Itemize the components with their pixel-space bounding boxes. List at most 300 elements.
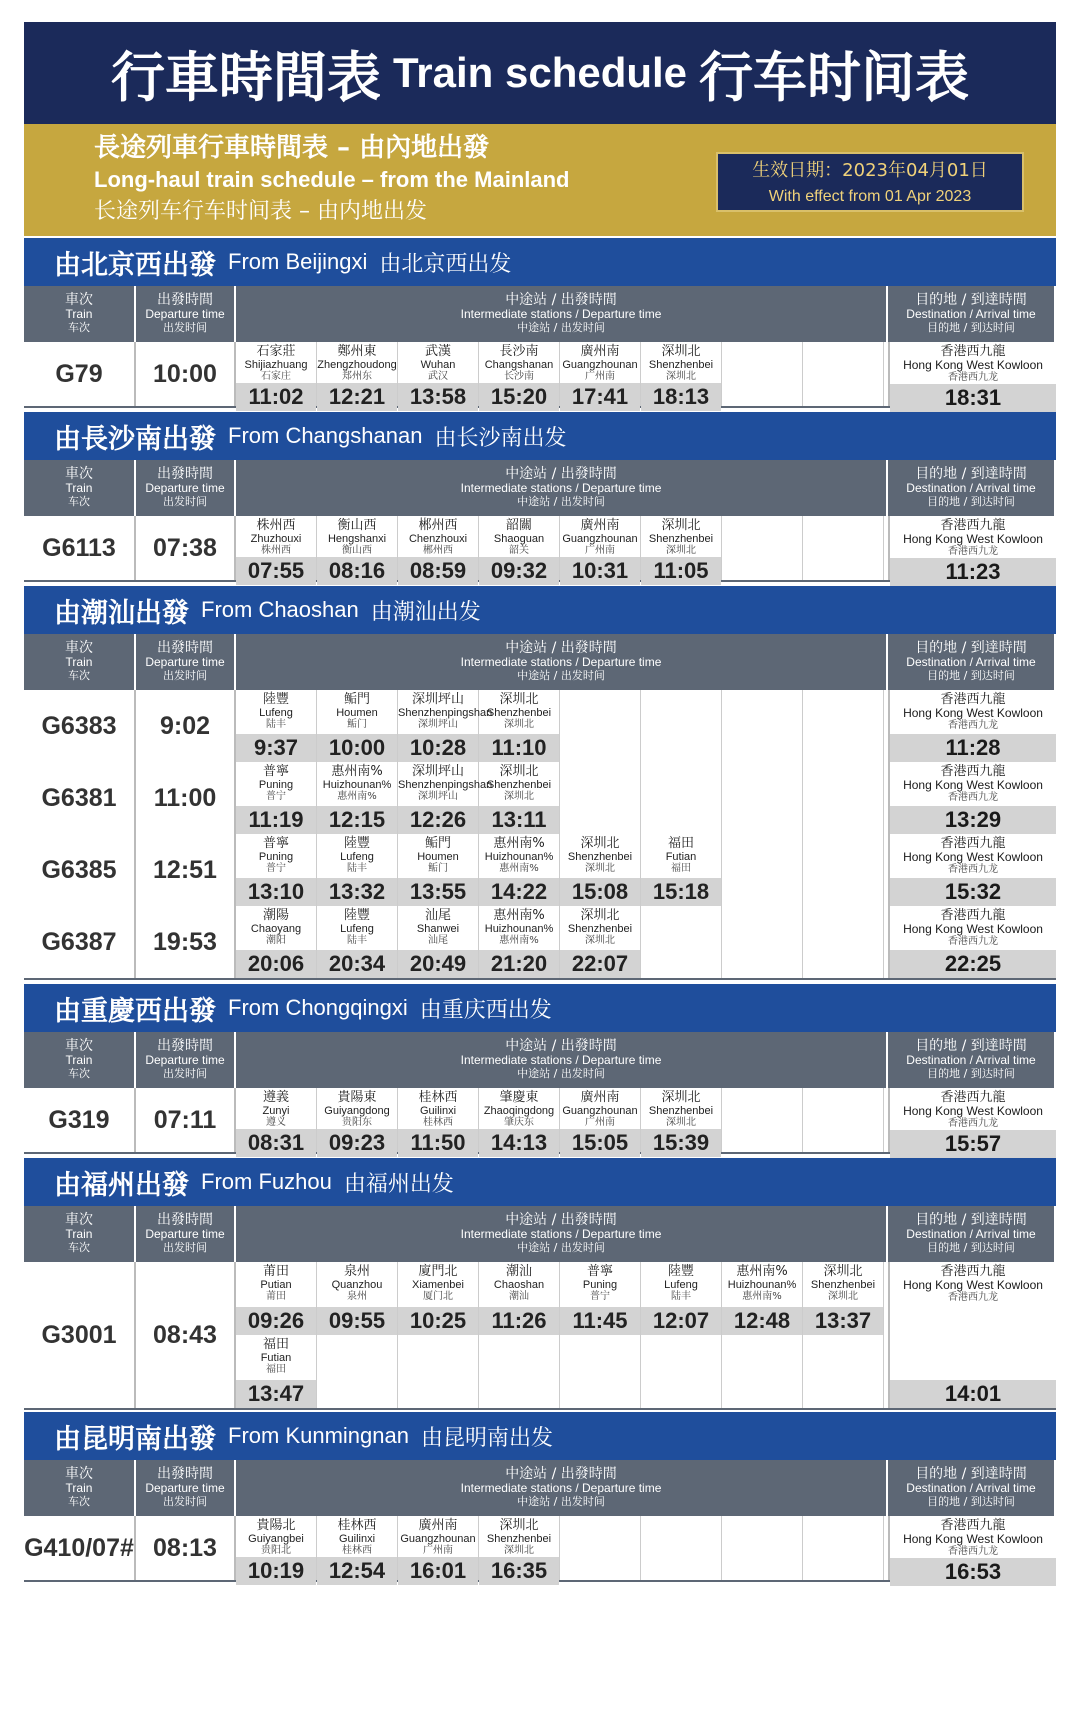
stop-cell [317,762,398,834]
stop-name-en: Chaoyang [250,923,302,935]
header-train-cell [24,634,136,690]
stop-time: 10:31 [560,557,640,585]
section-origin-sc: 由长沙南出发 [434,425,567,451]
table-header [24,460,1056,516]
header-train-cell [24,286,136,342]
stop-name-sc: 郴州西 [423,545,453,556]
stop-cell [236,834,317,906]
stop-cell [317,516,398,583]
empty-stop-cell [803,516,884,580]
subtitle-banner [24,124,1056,236]
header-train-tc: 車次 [65,292,93,308]
header-intermediate-sc: 中途站 / 出发时间 [517,321,605,334]
stop-name-tc: 陸豐 [262,692,289,707]
table-header [24,1206,1056,1262]
stop-name-en: Putian [260,1279,292,1291]
header-departure-sc: 出发时间 [163,321,207,334]
empty-stop-cell [722,1335,803,1408]
stop-time: 12:15 [317,806,397,834]
header-departure-cell [136,1206,236,1262]
stop-name-tc: 貴陽北 [256,1518,296,1533]
train-number: G3001 [24,1262,136,1408]
header-intermediate-cell [236,1032,888,1088]
stop-name-sc: 陆丰 [347,935,367,946]
stop-name-tc: 陸豐 [343,836,370,851]
header-destination-sc: 目的地 / 到达时间 [927,669,1015,682]
header-train-en: Train [65,1227,93,1241]
stop-time: 11:50 [398,1129,478,1157]
intermediate-stops [236,906,888,978]
stop-name-tc: 深圳北 [499,1518,539,1533]
section-origin-en: From Fuzhou [201,1169,332,1194]
header-departure-cell [136,1032,236,1088]
title-tc: 行車時間表 [110,45,381,109]
empty-stop-cell [722,516,803,580]
stop-name-sc: 深圳北 [828,1291,858,1302]
table-header [24,1460,1056,1516]
stop-name-tc: 潮汕 [505,1264,532,1279]
stop-name-sc: 陆丰 [347,863,367,874]
header-train-sc: 车次 [68,1241,90,1254]
stop-cell [236,1088,317,1155]
destination-cell [888,342,1056,410]
stop-name-sc: 广州南 [585,371,615,382]
stop-cell [641,1088,722,1155]
header-departure-sc: 出发时间 [163,1495,207,1508]
stop-name-en: Huizhounan% [484,923,554,935]
title-sc: 行车时间表 [699,45,970,109]
destination-name-sc: 香港西九龙 [948,792,998,803]
stop-name-en: Shenzhenpingshan [398,707,493,719]
header-intermediate-sc: 中途站 / 出发时间 [517,669,605,682]
header-train-tc: 車次 [65,1038,93,1054]
header-train-cell [24,1460,136,1516]
stop-cell [479,516,560,583]
header-departure-cell [136,1460,236,1516]
stop-name-sc: 普宁 [266,863,286,874]
stop-time: 20:06 [236,950,316,978]
header-destination-cell [888,1032,1056,1088]
stop-name-sc: 潮汕 [509,1291,529,1302]
destination-name-tc: 香港西九龍 [940,692,1006,707]
header-destination-cell [888,460,1056,516]
header-train-en: Train [65,307,93,321]
title-en: Train schedule [392,49,688,96]
stop-name-en: Guangzhounan [562,1105,638,1117]
destination-name-tc: 香港西九龍 [940,344,1006,359]
section-origin-tc: 由潮汕出發 [54,597,189,629]
stop-cell [236,906,317,978]
intermediate-stops [236,834,888,906]
stop-time: 08:16 [317,557,397,585]
section-origin-tc: 由福州出發 [54,1169,189,1201]
table-header [24,634,1056,690]
stop-name-tc: 福田 [667,836,694,851]
stop-name-en: Houmen [336,707,378,719]
stop-cell [560,1262,641,1335]
section-origin-sc: 由福州出发 [343,1171,454,1197]
header-departure-en: Departure time [145,1481,225,1495]
stop-name-en: Lufeng [664,1279,698,1291]
stop-time: 11:10 [479,734,559,762]
stop-name-en: Lufeng [259,707,293,719]
stop-name-en: Lufeng [340,851,374,863]
header-train-sc: 车次 [68,669,90,682]
stop-name-tc: 普寧 [262,836,289,851]
stop-name-tc: 陸豐 [667,1264,694,1279]
stop-name-en: Hengshanxi [327,533,387,545]
stop-name-en: Shenzhenbei [810,1279,876,1291]
stop-name-sc: 福田 [671,863,691,874]
header-train-en: Train [65,1481,93,1495]
destination-name-tc: 香港西九龍 [940,908,1006,923]
stop-name-en: Chenzhouxi [408,533,468,545]
header-departure-sc: 出发时间 [163,495,207,508]
stop-name-en: Chaoshan [493,1279,545,1291]
stop-time: 14:13 [479,1129,559,1157]
empty-stop-cell [722,1088,803,1152]
stop-name-tc: 惠州南% [493,836,545,851]
table-row [24,690,1056,764]
stop-name-tc: 遵義 [262,1090,289,1105]
empty-stop-cell [641,690,722,762]
stop-time: 13:11 [479,806,559,834]
destination-name-sc: 香港西九龙 [948,864,998,875]
destination-name-en: Hong Kong West Kowloon [903,778,1043,792]
empty-stop-cell [641,1516,722,1580]
stop-time: 13:37 [803,1307,883,1335]
header-destination-en: Destination / Arrival time [906,1227,1036,1241]
stop-time: 11:26 [479,1307,559,1335]
stop-time: 16:35 [479,1557,559,1585]
stop-name-sc: 鲘门 [428,863,448,874]
header-intermediate-en: Intermediate stations / Departure time [460,1481,662,1495]
destination-name-tc: 香港西九龍 [940,1518,1006,1533]
empty-stop-cell [479,1335,560,1408]
stop-cell [398,1088,479,1155]
subtitle-tc: 長途列車行車時間表 – 由內地出發 [94,133,490,163]
stop-cell [398,906,479,978]
empty-stop-cell [560,1335,641,1408]
header-intermediate-tc: 中途站 / 出發時間 [505,1212,617,1228]
stop-name-sc: 贵阳东 [342,1117,372,1128]
header-destination-sc: 目的地 / 到达时间 [927,495,1015,508]
section-origin-en: From Chaoshan [201,597,359,622]
section-origin-tc: 由北京西出發 [54,249,216,281]
departure-time: 9:02 [136,690,236,762]
empty-stop-cell [803,1088,884,1152]
stop-time: 12:07 [641,1307,721,1335]
stop-name-en: Guangzhounan [562,359,638,371]
intermediate-stops [236,690,888,762]
section-origin-tc: 由重慶西出發 [54,995,216,1027]
stop-cell [236,1516,317,1583]
header-departure-cell [136,460,236,516]
header-destination-cell [888,286,1056,342]
stop-time: 20:34 [317,950,397,978]
stop-name-sc: 长沙南 [504,371,534,382]
stop-name-tc: 普寧 [586,1264,613,1279]
section-origin-tc: 由昆明南出發 [54,1423,216,1455]
header-departure-tc: 出發時間 [157,292,213,308]
arrival-time: 14:01 [890,1380,1056,1408]
stop-name-sc: 株州西 [261,545,291,556]
stop-name-en: Puning [258,779,294,791]
section-header [24,984,1056,1032]
stop-cell [236,342,317,409]
table-header [24,286,1056,342]
destination-cell [888,906,1056,978]
stop-cell [317,690,398,762]
stop-cell [479,762,560,834]
train-number: G6387 [24,906,136,978]
intermediate-stops [236,1516,888,1583]
empty-stop-cell [560,1516,641,1580]
header-departure-cell [136,634,236,690]
stop-name-en: Shenzhenbei [567,851,633,863]
stop-name-tc: 肇慶東 [499,1090,539,1105]
header-destination-tc: 目的地 / 到達時間 [915,1038,1027,1054]
stop-time: 14:22 [479,878,559,906]
stop-name-tc: 深圳北 [661,1090,701,1105]
header-intermediate-tc: 中途站 / 出發時間 [505,640,617,656]
header-departure-tc: 出發時間 [157,1212,213,1228]
departure-time: 08:13 [136,1516,236,1580]
stop-name-sc: 贵阳北 [261,1545,291,1556]
section-origin-sc: 由重庆西出发 [419,997,552,1023]
section-header [24,586,1056,634]
stop-cell [398,834,479,906]
stop-name-en: Guiyangbei [248,1533,304,1545]
stop-name-sc: 桂林西 [423,1117,453,1128]
stop-name-en: Guiyangdong [324,1105,390,1117]
empty-stop-cell [722,1516,803,1580]
stop-cell [479,342,560,409]
destination-name-en: Hong Kong West Kowloon [903,532,1043,546]
empty-stop-cell [722,762,803,834]
stop-time: 13:55 [398,878,478,906]
stop-time: 11:45 [560,1307,640,1335]
stop-time: 12:54 [317,1557,397,1585]
destination-cell [888,516,1056,584]
stop-time: 12:21 [317,383,397,411]
table-row [24,516,1056,582]
intermediate-stops [236,1088,888,1155]
stop-name-sc: 石家庄 [261,371,291,382]
stop-time: 10:00 [317,734,397,762]
stop-name-en: Zhaoqingdong [483,1105,555,1117]
table-header [24,1032,1056,1088]
departure-time: 10:00 [136,342,236,406]
empty-stop-cell [803,834,884,906]
header-intermediate-tc: 中途站 / 出發時間 [505,466,617,482]
stop-cell [236,1335,317,1408]
empty-stop-cell [803,342,884,406]
header-intermediate-tc: 中途站 / 出發時間 [505,1038,617,1054]
stop-name-tc: 泉州 [343,1264,370,1279]
stop-name-sc: 深圳北 [666,545,696,556]
effective-date-cn: 生效日期：2023年04月01日 [752,160,988,181]
stop-cell [641,342,722,409]
destination-name-en: Hong Kong West Kowloon [903,1532,1043,1546]
stop-name-sc: 遵义 [266,1117,286,1128]
stop-name-tc: 深圳北 [499,692,539,707]
stop-name-sc: 厦门北 [423,1291,453,1302]
stop-name-sc: 福田 [266,1364,286,1375]
stop-time: 08:59 [398,557,478,585]
header-intermediate-cell [236,1206,888,1262]
destination-cell [888,1262,1056,1408]
departure-time: 12:51 [136,834,236,906]
departure-time: 07:38 [136,516,236,580]
stop-name-tc: 深圳北 [661,518,701,533]
train-number: G6113 [24,516,136,580]
header-train-sc: 车次 [68,1495,90,1508]
destination-cell [888,1516,1056,1584]
stop-cell [479,1262,560,1335]
arrival-time: 15:32 [890,878,1056,906]
stop-name-sc: 深圳北 [666,1117,696,1128]
subtitle-en: Long-haul train schedule – from the Mainland [94,167,570,192]
header-train-tc: 車次 [65,466,93,482]
stop-name-en: Quanzhou [331,1279,383,1291]
stop-name-tc: 普寧 [262,764,289,779]
stop-name-sc: 惠州南% [742,1291,782,1302]
arrival-time: 15:57 [890,1130,1056,1158]
stop-name-sc: 鲘门 [347,719,367,730]
header-train-tc: 車次 [65,640,93,656]
stop-name-en: Shenzhenbei [648,359,714,371]
header-destination-en: Destination / Arrival time [906,1053,1036,1067]
stop-name-en: Shenzhenbei [486,1533,552,1545]
table-row [24,762,1056,836]
stop-cell [236,516,317,583]
destination-cell [888,834,1056,906]
stop-name-tc: 桂林西 [337,1518,377,1533]
stop-name-sc: 深圳北 [585,935,615,946]
header-departure-sc: 出发时间 [163,669,207,682]
stop-name-tc: 郴州西 [418,518,458,533]
stop-name-sc: 陆丰 [266,719,286,730]
header-departure-tc: 出發時間 [157,1038,213,1054]
stop-time: 15:05 [560,1129,640,1157]
stop-time: 15:08 [560,878,640,906]
section-origin-sc: 由潮汕出发 [370,599,481,625]
header-train-tc: 車次 [65,1212,93,1228]
header-intermediate-en: Intermediate stations / Departure time [460,655,662,669]
stop-time: 22:07 [560,950,640,978]
stop-name-sc: 桂林西 [342,1545,372,1556]
intermediate-stops [236,1262,888,1408]
header-departure-en: Departure time [145,1227,225,1241]
stop-name-en: Zhengzhoudong [317,359,397,371]
empty-stop-cell [803,690,884,762]
stop-name-sc: 普宁 [590,1291,610,1302]
section-origin-sc: 由北京西出发 [379,251,512,277]
stop-name-sc: 泉州 [347,1291,367,1302]
header-destination-sc: 目的地 / 到达时间 [927,1067,1015,1080]
title-banner [24,22,1056,124]
header-destination-tc: 目的地 / 到達時間 [915,292,1027,308]
stop-name-en: Shenzhenbei [486,707,552,719]
stop-name-en: Wuhan [420,359,456,371]
stop-time: 18:13 [641,383,721,411]
stop-time: 15:39 [641,1129,721,1157]
stop-time: 11:05 [641,557,721,585]
header-destination-cell [888,1206,1056,1262]
empty-stop-cell [560,762,641,834]
destination-name-en: Hong Kong West Kowloon [903,1278,1043,1292]
stop-time: 15:20 [479,383,559,411]
effective-date-badge [716,152,1024,212]
stop-time: 11:02 [236,383,316,411]
destination-cell [888,1088,1056,1156]
stop-name-sc: 深圳北 [585,863,615,874]
stop-name-tc: 韶關 [505,518,532,533]
stop-name-tc: 鲘門 [343,692,370,707]
stop-time: 09:32 [479,557,559,585]
stop-name-tc: 潮陽 [262,908,289,923]
arrival-time: 13:29 [890,806,1056,834]
stop-name-en: Shenzhenbei [567,923,633,935]
stop-cell [317,834,398,906]
header-destination-tc: 目的地 / 到達時間 [915,466,1027,482]
table-row [24,342,1056,408]
destination-name-sc: 香港西九龙 [948,546,998,557]
stop-cell [560,516,641,583]
stop-name-sc: 郑州东 [342,371,372,382]
stop-cell [722,1262,803,1335]
section-origin-en: From Changshanan [228,423,423,448]
stop-name-en: Futian [665,851,697,863]
stop-name-tc: 惠州南% [331,764,383,779]
header-intermediate-cell [236,286,888,342]
stop-name-sc: 广州南 [585,1117,615,1128]
departure-time: 07:11 [136,1088,236,1152]
stop-name-tc: 武漢 [424,344,451,359]
stop-name-sc: 肇庆东 [504,1117,534,1128]
stop-name-sc: 普宁 [266,791,286,802]
header-train-en: Train [65,655,93,669]
stop-cell [317,906,398,978]
stop-name-en: Zunyi [262,1105,290,1117]
stop-name-sc: 广州南 [423,1545,453,1556]
stop-name-tc: 長沙南 [499,344,539,359]
header-destination-en: Destination / Arrival time [906,307,1036,321]
stop-cell [398,516,479,583]
table-row [24,834,1056,908]
stop-name-sc: 武汉 [428,371,448,382]
stop-name-tc: 貴陽東 [337,1090,377,1105]
header-destination-cell [888,634,1056,690]
stop-cell [317,1088,398,1155]
stop-time: 15:18 [641,878,721,906]
destination-name-en: Hong Kong West Kowloon [903,922,1043,936]
stop-name-tc: 石家莊 [256,344,296,359]
stop-name-sc: 惠州南% [337,791,377,802]
stop-cell [398,762,493,834]
header-intermediate-en: Intermediate stations / Departure time [460,307,662,321]
header-train-sc: 车次 [68,495,90,508]
stop-name-tc: 株州西 [256,518,296,533]
stop-time: 9:37 [236,734,316,762]
destination-name-sc: 香港西九龙 [948,1292,998,1303]
header-intermediate-cell [236,460,888,516]
stop-name-en: Changshanan [484,359,554,371]
arrival-time: 22:25 [890,950,1056,978]
section-header [24,1412,1056,1460]
effective-date-en: With effect from 01 Apr 2023 [768,188,972,205]
